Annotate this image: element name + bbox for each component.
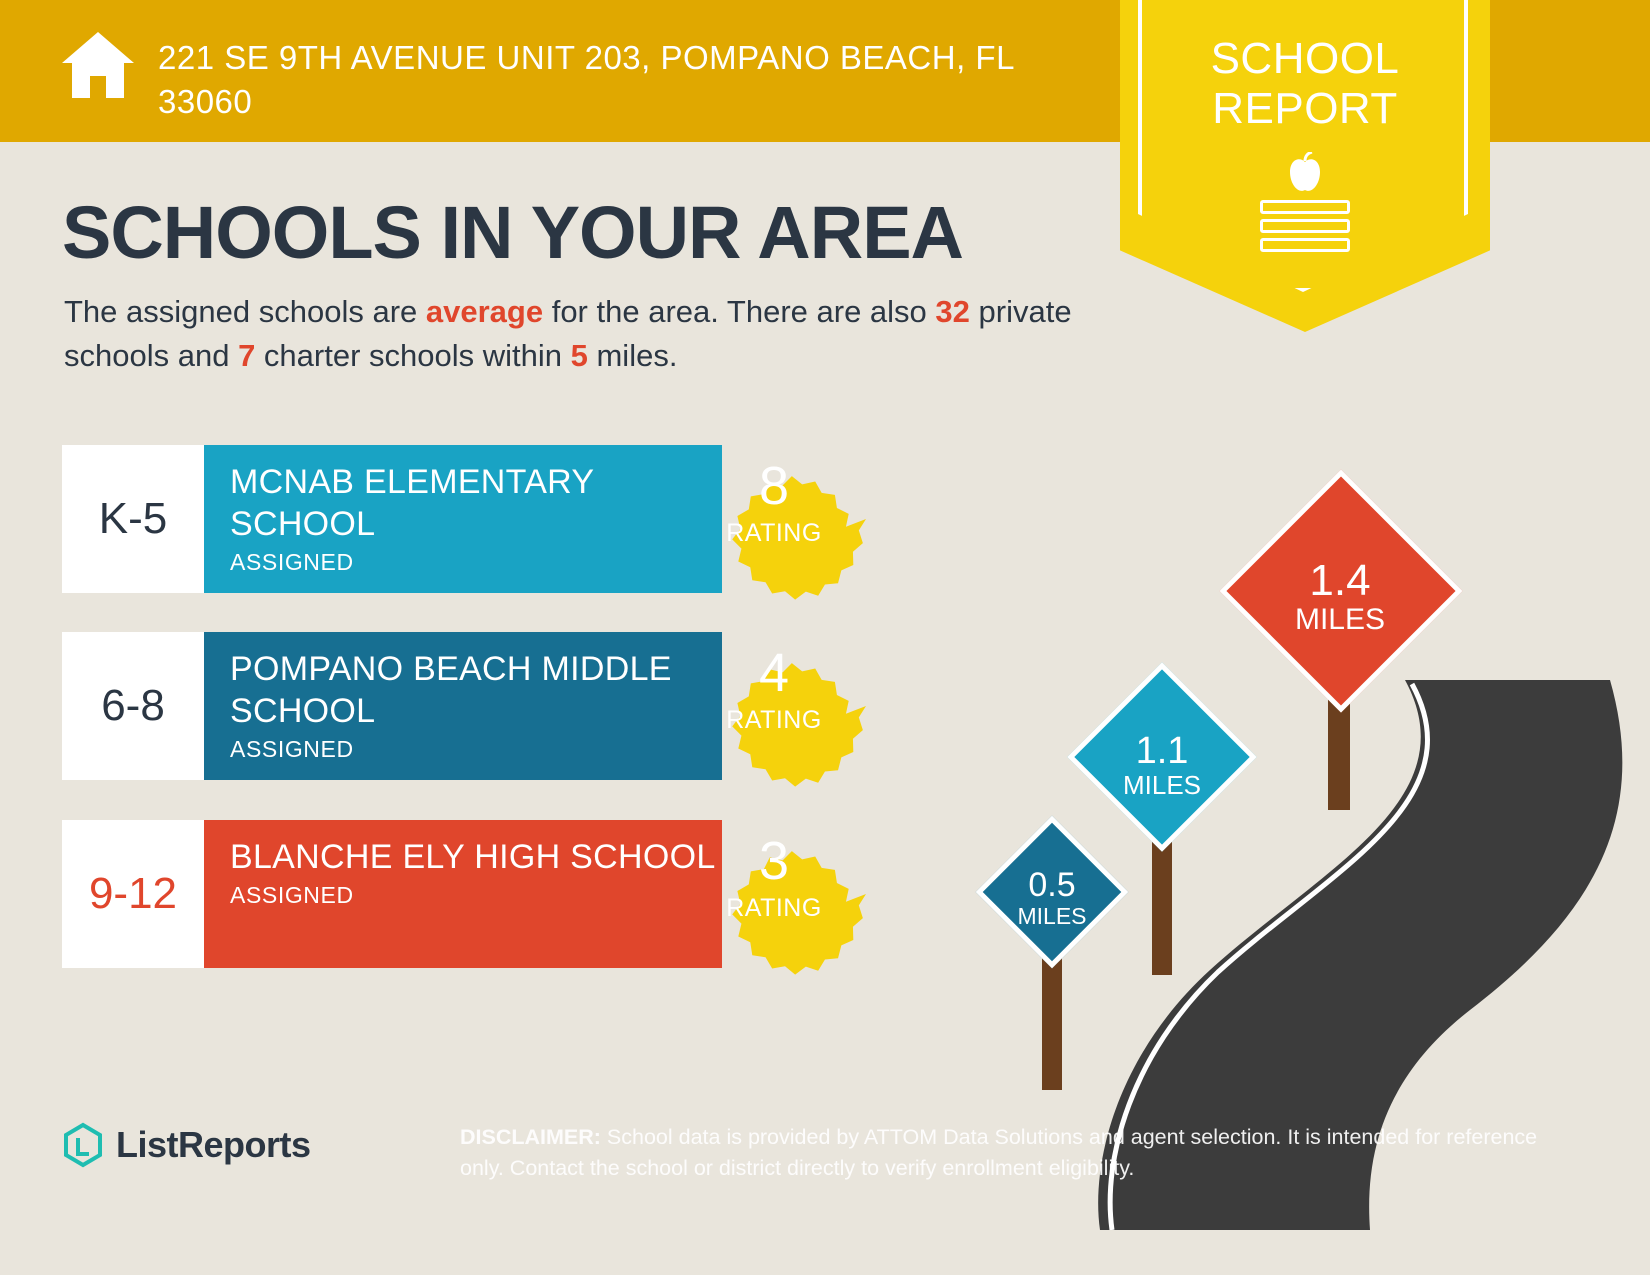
school-name-box <box>204 820 722 968</box>
search-radius: 5 <box>570 338 588 373</box>
intro-part-5: miles. <box>587 338 678 373</box>
intro-quality: average <box>425 294 544 329</box>
property-address: 221 SE 9TH AVENUE UNIT 203, POMPANO BEACH, FL 33060 <box>158 39 1014 120</box>
sign-text <box>1230 558 1450 636</box>
school-grade-range: 9-12 <box>62 820 204 968</box>
school-rating-badge <box>682 427 866 611</box>
badge-title: SCHOOL REPORT <box>1210 34 1400 133</box>
school-status: ASSIGNED <box>230 549 354 575</box>
intro-part-4: charter schools within <box>255 338 571 373</box>
school-report-badge <box>1120 0 1490 332</box>
sign-text <box>960 868 1144 928</box>
rating-value: 8 <box>758 456 790 516</box>
rating-value: 4 <box>758 643 790 703</box>
school-status: ASSIGNED <box>230 736 354 762</box>
sign-unit: MILES <box>1122 769 1202 800</box>
school-name: MCNAB ELEMENTARY SCHOOL <box>230 463 594 543</box>
sign-distance: 1.4 <box>1309 556 1371 605</box>
private-school-count: 32 <box>935 294 970 329</box>
school-name-box <box>204 445 722 593</box>
sign-unit: MILES <box>1017 902 1087 929</box>
listreports-logo-text: ListReports <box>116 1124 311 1165</box>
intro-part-2: for the area. There are also <box>543 294 936 329</box>
disclaimer-label: DISCLAIMER: <box>460 1125 601 1149</box>
intro-part-3: private schools and <box>64 294 1072 373</box>
sign-unit: MILES <box>1294 603 1386 637</box>
school-rating-badge <box>682 802 866 986</box>
school-name: BLANCHE ELY HIGH SCHOOL <box>230 838 716 876</box>
school-grade-range: K-5 <box>62 445 204 593</box>
listreports-mark-icon <box>62 1122 104 1168</box>
sign-post <box>1042 958 1062 1090</box>
page-title: SCHOOLS IN YOUR AREA <box>62 191 963 274</box>
school-rating-badge <box>682 614 866 798</box>
school-name: POMPANO BEACH MIDDLE SCHOOL <box>230 650 672 730</box>
listreports-logo <box>62 1122 311 1168</box>
rating-label: RATING <box>726 519 822 547</box>
rating-value: 3 <box>758 831 790 891</box>
rating-label: RATING <box>726 706 822 734</box>
rating-label: RATING <box>726 894 822 922</box>
sign-text <box>1060 732 1264 799</box>
disclaimer-text: School data is provided by ATTOM Data Solutions and agent selection. It is intended for reference only. Contact the school or district directly to verify enrollment eligibility. <box>460 1125 1538 1180</box>
intro-part-1: The assigned schools are <box>64 294 426 329</box>
books-icon <box>1260 200 1350 238</box>
school-row <box>62 445 822 593</box>
sign-distance: 1.1 <box>1135 730 1189 772</box>
school-row <box>62 820 822 968</box>
school-status: ASSIGNED <box>230 882 354 908</box>
apple-icon <box>1286 152 1324 194</box>
sign-distance: 0.5 <box>1028 866 1076 904</box>
school-grade-range: 6-8 <box>62 632 204 780</box>
road-illustration <box>950 470 1650 1230</box>
school-row <box>62 632 822 780</box>
charter-school-count: 7 <box>238 338 256 373</box>
home-icon <box>60 30 136 100</box>
disclaimer <box>460 1122 1580 1184</box>
school-name-box <box>204 632 722 780</box>
intro-paragraph <box>64 290 1114 378</box>
